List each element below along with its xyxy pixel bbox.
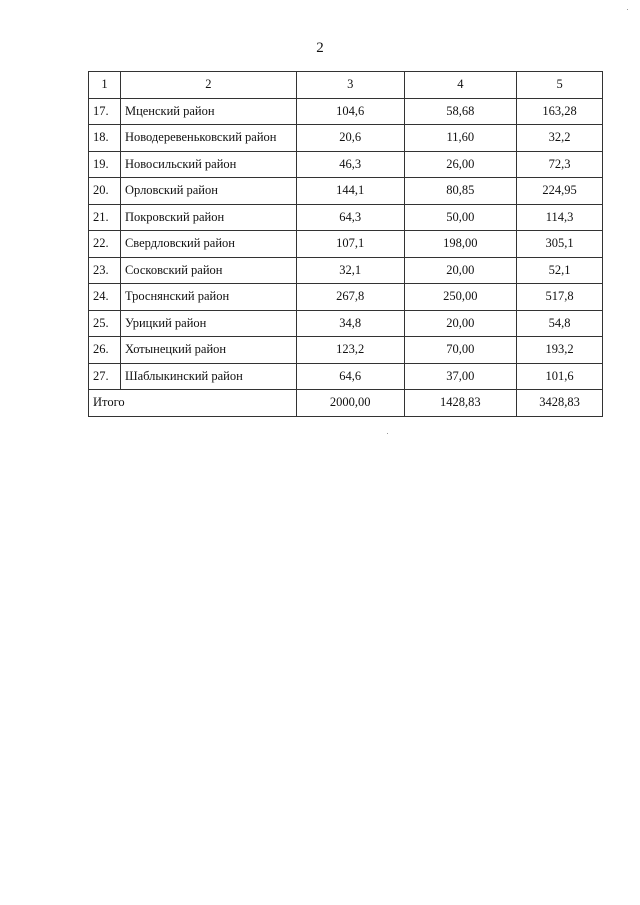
- district-name-cell: Орловский район: [120, 178, 296, 205]
- district-name-cell: Сосковский район: [120, 257, 296, 284]
- district-name-cell: Троснянский район: [120, 284, 296, 311]
- column-3-cell: 20,6: [296, 125, 404, 152]
- total-c5-cell: 3428,83: [517, 390, 603, 417]
- column-4-cell: 20,00: [404, 310, 517, 337]
- scan-speck: [387, 433, 388, 434]
- district-name-cell: Мценский район: [120, 98, 296, 125]
- row-number-cell: 20.: [89, 178, 121, 205]
- column-4-cell: 20,00: [404, 257, 517, 284]
- column-5-cell: 114,3: [517, 204, 603, 231]
- row-number-cell: 22.: [89, 231, 121, 258]
- table-row: [89, 125, 603, 152]
- column-5-cell: 72,3: [517, 151, 603, 178]
- column-4-cell: 50,00: [404, 204, 517, 231]
- column-4-cell: 198,00: [404, 231, 517, 258]
- table-row: [89, 178, 603, 205]
- table-row: [89, 363, 603, 390]
- column-3-cell: 64,6: [296, 363, 404, 390]
- row-number-cell: 17.: [89, 98, 121, 125]
- column-3-cell: 144,1: [296, 178, 404, 205]
- column-4-cell: 80,85: [404, 178, 517, 205]
- total-label: Итого: [89, 390, 297, 417]
- header-cell: 2: [120, 72, 296, 99]
- row-number-cell: 21.: [89, 204, 121, 231]
- row-number-cell: 19.: [89, 151, 121, 178]
- column-5-cell: 163,28: [517, 98, 603, 125]
- column-3-cell: 32,1: [296, 257, 404, 284]
- data-table: [88, 71, 603, 417]
- row-number-cell: 24.: [89, 284, 121, 311]
- row-number-cell: 25.: [89, 310, 121, 337]
- column-3-cell: 104,6: [296, 98, 404, 125]
- total-row: [89, 390, 603, 417]
- district-name-cell: Новосильский район: [120, 151, 296, 178]
- row-number-cell: 27.: [89, 363, 121, 390]
- column-5-cell: 193,2: [517, 337, 603, 364]
- district-name-cell: Покровский район: [120, 204, 296, 231]
- row-number-cell: 23.: [89, 257, 121, 284]
- column-5-cell: 52,1: [517, 257, 603, 284]
- column-3-cell: 267,8: [296, 284, 404, 311]
- column-5-cell: 54,8: [517, 310, 603, 337]
- column-4-cell: 250,00: [404, 284, 517, 311]
- district-name-cell: Свердловский район: [120, 231, 296, 258]
- header-row: [89, 72, 603, 99]
- table-row: [89, 151, 603, 178]
- column-4-cell: 70,00: [404, 337, 517, 364]
- column-4-cell: 26,00: [404, 151, 517, 178]
- column-3-cell: 123,2: [296, 337, 404, 364]
- column-5-cell: 101,6: [517, 363, 603, 390]
- table-row: [89, 310, 603, 337]
- header-cell: 1: [89, 72, 121, 99]
- district-name-cell: Шаблыкинский район: [120, 363, 296, 390]
- column-3-cell: 107,1: [296, 231, 404, 258]
- column-5-cell: 517,8: [517, 284, 603, 311]
- column-3-cell: 46,3: [296, 151, 404, 178]
- total-c3-cell: 2000,00: [296, 390, 404, 417]
- district-name-cell: Хотынецкий район: [120, 337, 296, 364]
- header-cell: 4: [404, 72, 517, 99]
- table-row: [89, 337, 603, 364]
- total-c4-cell: 1428,83: [404, 390, 517, 417]
- table-row: [89, 231, 603, 258]
- scan-speck: [627, 9, 628, 10]
- column-3-cell: 64,3: [296, 204, 404, 231]
- table-row: [89, 257, 603, 284]
- header-cell: 5: [517, 72, 603, 99]
- column-5-cell: 32,2: [517, 125, 603, 152]
- table-row: [89, 204, 603, 231]
- column-5-cell: 305,1: [517, 231, 603, 258]
- table-row: [89, 98, 603, 125]
- column-4-cell: 37,00: [404, 363, 517, 390]
- column-5-cell: 224,95: [517, 178, 603, 205]
- row-number-cell: 26.: [89, 337, 121, 364]
- district-name-cell: Новодеревеньковский район: [120, 125, 296, 152]
- header-cell: 3: [296, 72, 404, 99]
- page-number: 2: [316, 40, 324, 56]
- column-4-cell: 11,60: [404, 125, 517, 152]
- row-number-cell: 18.: [89, 125, 121, 152]
- column-3-cell: 34,8: [296, 310, 404, 337]
- table-row: [89, 284, 603, 311]
- column-4-cell: 58,68: [404, 98, 517, 125]
- district-name-cell: Урицкий район: [120, 310, 296, 337]
